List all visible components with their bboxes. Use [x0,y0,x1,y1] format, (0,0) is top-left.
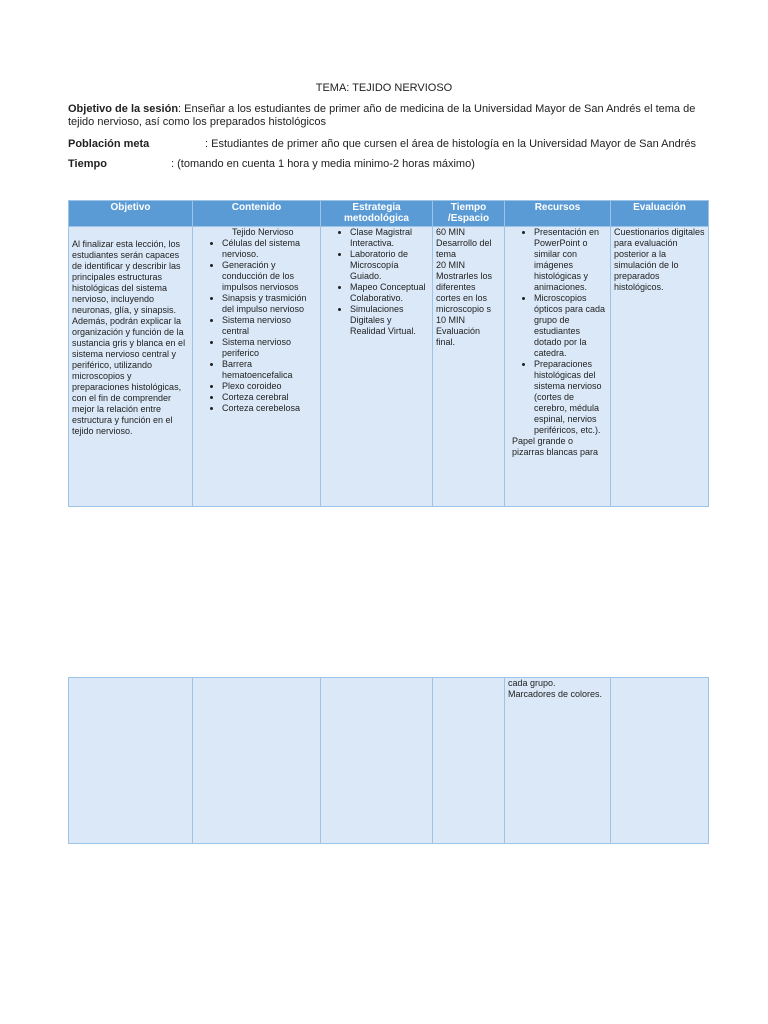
cell-tiempo-continued [433,678,505,844]
cell-contenido [193,227,321,507]
session-time-label: Tiempo [68,158,107,170]
table-row [69,678,709,844]
target-population-label: Población meta [68,138,150,150]
session-objective [68,103,708,129]
header-recursos: Recursos [505,201,611,227]
header-estrategia: Estrategia metodológica [321,201,433,227]
header-contenido: Contenido [193,201,321,227]
list-item: • Sinapsis y trasmición del impulso nervioso [222,293,317,315]
header-tiempo: Tiempo /Espacio [433,201,505,227]
session-time [68,158,708,171]
list-item: • Mapeo Conceptual Colaborativo. [350,282,429,304]
estrategia-list [324,227,429,337]
list-item: • Sistema nervioso central [222,315,317,337]
cell-evaluacion-continued [611,678,709,844]
table-row [69,227,709,507]
lesson-plan-table-continued [68,677,709,844]
recursos-continued-text: cada grupo. Marcadores de colores. [508,678,603,699]
recursos-list [508,227,607,436]
list-item: • Células del sistema nervioso. [222,238,317,260]
header-evaluacion: Evaluación [611,201,709,227]
cell-estrategia-continued [321,678,433,844]
cell-recursos [505,227,611,507]
list-item: • Preparaciones histológicas del sistema nervioso (cortes de cerebro, médula espinal, nervios periféricos, etc.). [534,359,607,436]
lesson-plan-table [68,200,709,507]
objetivo-text: Al finalizar esta lección, los estudiantes serán capaces de identificar y describir las principales estructuras histológicas del sistema nervioso, incluyendo neuronas, glía, y sinapsis. Además, podrán explicar la organización y función de la sustancia gris y blanca en el sistema nervioso central y periférico, utilizando microscopios y preparaciones histológicas, con el fin de comprender mejor la relación entre estructura y función en el tejido nervioso. [72,239,186,436]
list-item: • Microscopios ópticos para cada grupo de estudiantes dotado por la catedra. [534,293,607,359]
cell-recursos-continued [505,678,611,844]
session-objective-text: : Enseñar a los estudiantes de primer año de medicina de la Universidad Mayor de San Andrés el tema de tejido nervioso, así como los preparados histológicos [68,103,696,128]
list-item: • Simulaciones Digitales y Realidad Virtual. [350,304,429,337]
list-item: • Laboratorio de Microscopía Guiado. [350,249,429,282]
list-item: • Clase Magistral Interactiva. [350,227,429,249]
cell-contenido-continued [193,678,321,844]
list-item: • Barrera hematoencefalica [222,359,317,381]
table-header-row [69,201,709,227]
cell-objetivo [69,227,193,507]
evaluacion-text: Cuestionarios digitales para evaluación posterior a la simulación de lo preparados histológicos. [614,227,705,292]
contenido-heading: Tejido Nervioso [232,227,294,237]
list-item: • Corteza cerebral [222,392,317,403]
list-item: • Generación y conducción de los impulsos nerviosos [222,260,317,293]
tiempo-text: 60 MIN Desarrollo del tema 20 MIN Mostrarles los diferentes cortes en los microscopio s 10 MIN Evaluación final. [436,227,493,347]
cell-evaluacion [611,227,709,507]
session-objective-label: Objetivo de la sesión [68,103,179,115]
session-time-text: : (tomando en cuenta 1 hora y media minimo-2 horas máximo) [171,158,475,170]
contenido-list [196,238,317,414]
cell-objetivo-continued [69,678,193,844]
header-objetivo: Objetivo [69,201,193,227]
list-item: • Corteza cerebelosa [222,403,317,414]
cell-estrategia [321,227,433,507]
document-title: TEMA: TEJIDO NERVIOSO [315,82,453,94]
list-item: • Plexo coroideo [222,381,317,392]
target-population [68,138,708,151]
list-item: • Presentación en PowerPoint o similar con imágenes histológicas y animaciones. [534,227,607,293]
list-item: • Sistema nervioso periferico [222,337,317,359]
recursos-tail: Papel grande o pizarras blancas para [512,436,599,457]
cell-tiempo [433,227,505,507]
target-population-text: : Estudiantes de primer año que cursen el área de histología en la Universidad Mayor de San Andrés [205,138,697,150]
